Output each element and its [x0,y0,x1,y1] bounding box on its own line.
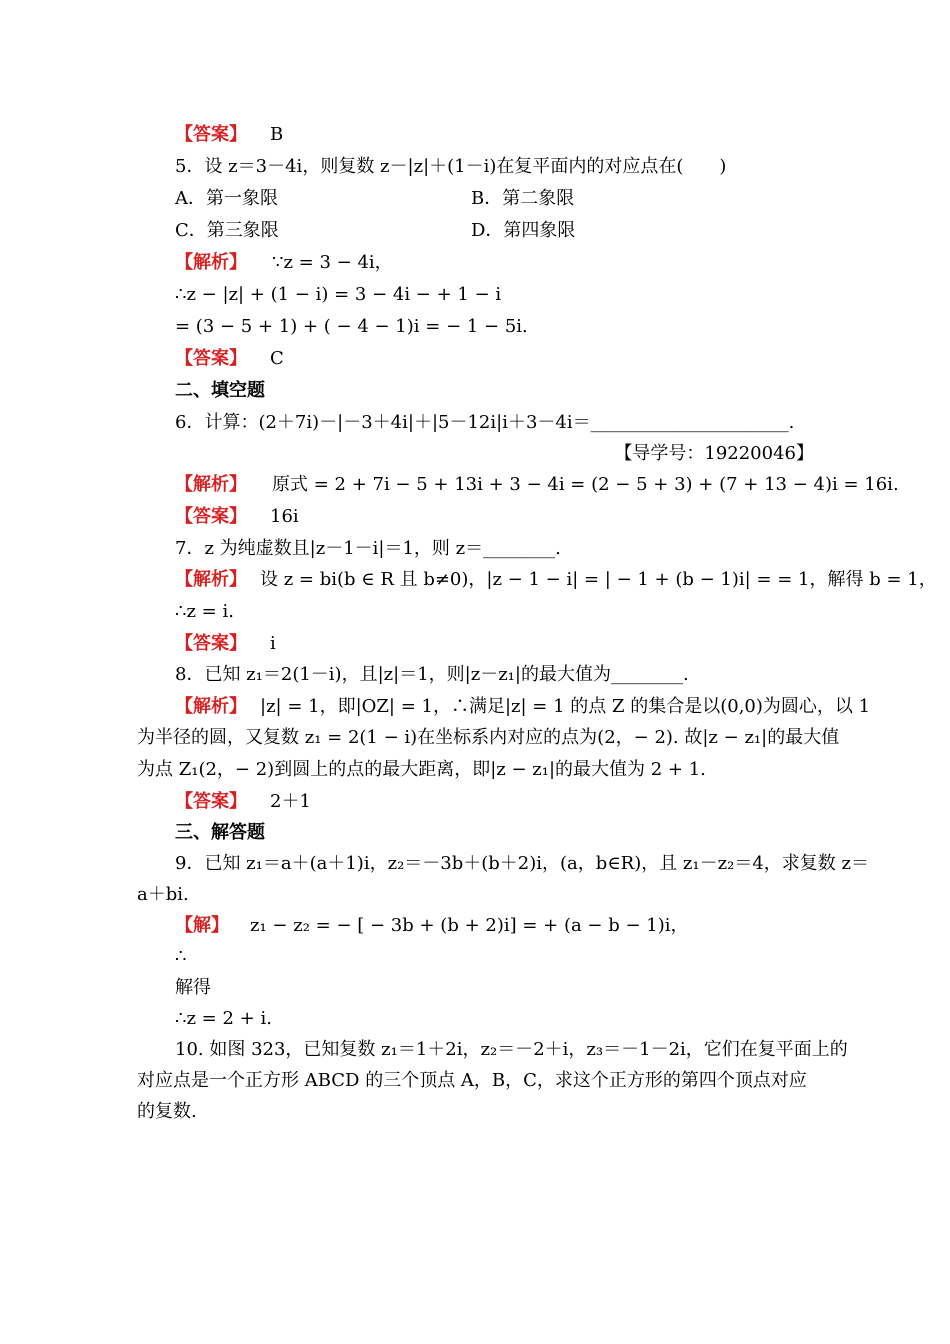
question-text: 10. 如图 323，已知复数 z₁＝1＋2i，z₂＝－2＋i，z₃＝－1－2i，它们在复平面上的 [175,1039,848,1060]
question-text: 6．计算：(2＋7i)－|－3＋4i|＋|5－12i|i＋3－4i＝______________________. [175,412,795,433]
solution-text: 解得 [175,977,211,998]
question-text: 7．z 为纯虚数且|z－1－i|＝1，则 z＝________. [175,538,561,559]
analysis-text: 原式 = 2 + 7i − 5 + 13i + 3 − 4i = (2 − 5 + 3) + (7 + 13 − 4)i = 16i. [272,474,899,495]
analysis-text: ∴z = i. [175,601,234,622]
question-text: 8．已知 z₁＝2(1－i)，且|z|＝1，则|z－z₁|的最大值为________. [175,664,689,685]
analysis-text: ∴z − |z| + (1 − i) = 3 − 4i − + 1 − i [175,284,502,305]
analysis-text: 为半径的圆，又复数 z₁ = 2(1 − i)在坐标系内对应的点为(2，− 2). 故|z − z₁|的最大值 [137,727,840,748]
analysis-tag: 【解析】 [175,696,247,717]
solution-tag: 【解】 [175,915,229,936]
answer-tag: 【答案】 [175,506,247,527]
analysis-text: 为点 Z₁(2，− 2)到圆上的点的最大距离，即|z − z₁|的最大值为 2 + 1. [137,759,706,780]
question-text: 的复数. [137,1101,197,1122]
answer-tag: 【答案】 [175,124,247,145]
analysis-text: 设 z = bi(b ∈ R 且 b≠0)，|z − 1 − i| = | − 1 + (b − 1)i| = = 1，解得 b = 1， [260,569,937,590]
solution-text: ∴ [175,946,187,967]
guide-number: 【导学号：19220046】 [614,443,814,464]
option-a: A．第一象限 [175,188,278,209]
option-c: C．第三象限 [175,220,279,241]
option-d: D．第四象限 [471,220,576,241]
question-text: 对应点是一个正方形 ABCD 的三个顶点 A，B，C，求这个正方形的第四个顶点对应 [137,1070,807,1091]
answer-value: 2＋1 [270,791,311,812]
answer-value: i [270,633,276,654]
answer-value: 16i [270,506,299,527]
answer-value: B [270,124,284,145]
solution-text: ∴z = 2 + i. [175,1008,272,1029]
question-text: 9．已知 z₁＝a＋(a＋1)i，z₂＝－3b＋(b＋2)i，(a，b∈R)，且 z₁－z₂＝4，求复数 z＝ [175,853,869,874]
analysis-text: ∵z = 3 − 4i， [272,252,393,273]
analysis-tag: 【解析】 [175,474,247,495]
solution-text: z₁ − z₂ = − [ − 3b + (b + 2)i] = + (a − b − 1)i， [250,915,689,936]
analysis-tag: 【解析】 [175,569,247,590]
analysis-tag: 【解析】 [175,252,247,273]
analysis-text: |z| = 1，即|OZ| = 1，∴满足|z| = 1 的点 Z 的集合是以(0,0)为圆心，以 1 [260,696,871,717]
analysis-text: = (3 − 5 + 1) + ( − 4 − 1)i = − 1 − 5i. [175,316,528,337]
section-title: 三、解答题 [175,822,265,843]
answer-tag: 【答案】 [175,633,247,654]
answer-tag: 【答案】 [175,348,247,369]
answer-tag: 【答案】 [175,791,247,812]
question-text: a＋bi. [137,884,189,905]
question-text: 5．设 z＝3－4i，则复数 z－|z|＋(1－i)在复平面内的对应点在( ) [175,156,727,177]
option-b: B．第二象限 [471,188,575,209]
section-title: 二、填空题 [175,380,265,401]
answer-value: C [270,348,284,369]
